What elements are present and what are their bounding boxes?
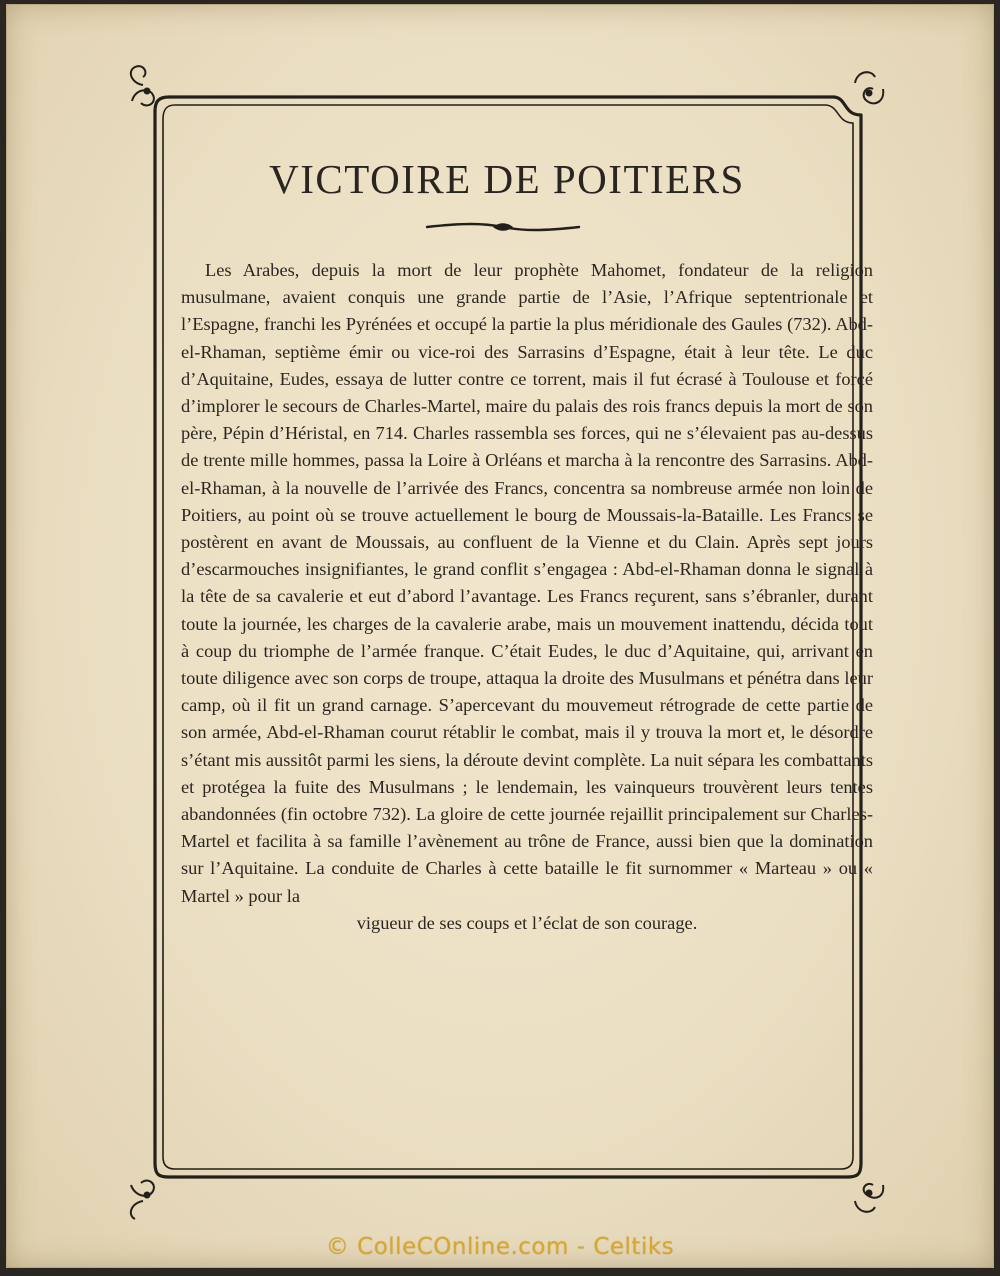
article-paragraph: Les Arabes, depuis la mort de leur prophète Mahomet, fondateur de la religion musulmane, avaient conquis une grande partie de l’Asie, l’Afrique septentrionale et l’Espagne, franchi les Pyrénées et occupé la partie la plus méridionale des Gaules (732). Abd-el-Rhaman, septième émir ou vice-roi des Sarrasins d’Espagne, était à leur tête. Le duc d’Aquitaine, Eudes, essaya de lutter contre ce torrent, mais il fut écrasé à Toulouse et forcé d’implorer le secours de Charles-Martel, maire du palais des rois francs depuis la mort de son père, Pépin d’Héristal, en 714. Charles rassembla ses forces, qui ne s’élevaient pas au-dessus de trente mille hommes, passa la Loire à Orléans et marcha à la rencontre des Sarrasins. Abd-el-Rhaman, à la nouvelle de l’arrivée des Francs, concentra sa nombreuse armée non loin de Poitiers, au point où se trouve actuellement le bourg de Moussais-la-Bataille. Les Francs se postèrent en avant de Moussais, au confluent de la Vienne et du Clain. Après sept jours d’escarmouches insignifiantes, le grand conflit s’engagea : Abd-el-Rhaman donna le signal à la tête de sa cavalerie et eut d’abord l’avantage. Les Francs reçurent, sans s’ébranler, durant toute la journée, les charges de la cavalerie arabe, mais un mouvement inattendu, décida tout à coup du triomphe de l’armée franque. C’était Eudes, le duc d’Aquitaine, qui, arrivant en toute diligence avec son corps de troupe, attaqua la droite des Musulmans et pénétra dans leur camp, où il fit un grand carnage. S’apercevant du mouvemeut rétrograde de cette partie de son armée, Abd-el-Rhaman courut rétablir le combat, mais il y trouva la mort et, le désordre s’étant mis aussitôt parmi les siens, la déroute devint complète. La nuit sépara les combattants et protégea la fuite des Musulmans ; le lendemain, les vainqueurs trouvèrent leurs tentes abandonnées (fin octobre 732). La gloire de cette journée rejaillit principalement sur Charles-Martel et facilita à sa famille l’avènement au trône de France, aussi bien que la domination sur l’Aquitaine. La conduite de Charles à cette bataille le fit surnommer « Marteau » ou « Martel » pour la bbox=[181, 260, 873, 906]
corner-ornament-bottom-right bbox=[855, 1184, 883, 1212]
watermark-text: © ColleCOnline.com - Celtiks bbox=[325, 1234, 675, 1260]
article-text bbox=[181, 257, 873, 937]
corner-ornament-top-right bbox=[855, 72, 883, 103]
title-flourish-divider bbox=[423, 220, 583, 234]
article-last-line: vigueur de ses coups et l’éclat de son courage. bbox=[356, 912, 698, 933]
page-sheet bbox=[6, 4, 994, 1268]
corner-ornament-bottom-left bbox=[131, 1181, 154, 1219]
corner-ornament-top-left bbox=[131, 66, 154, 105]
page-title: VICTOIRE DE POITIERS bbox=[269, 156, 745, 202]
